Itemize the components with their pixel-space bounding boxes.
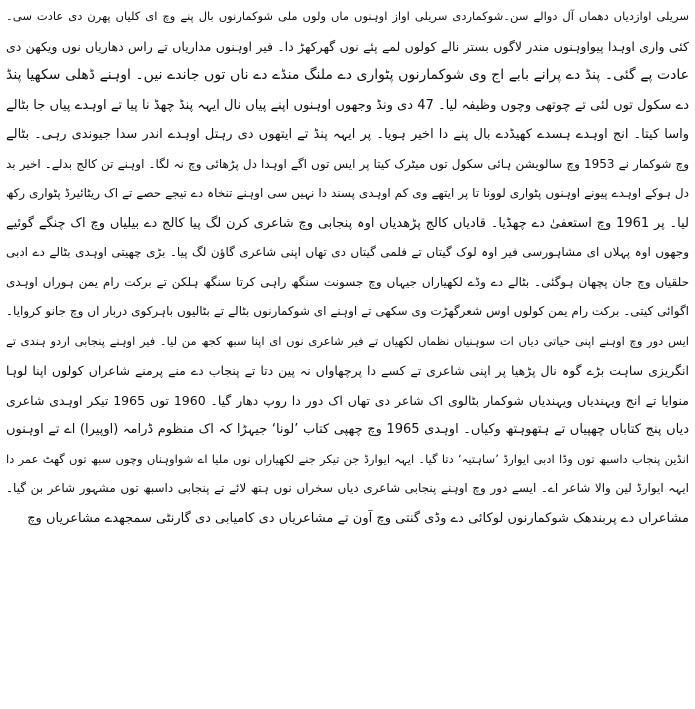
text-line: ایہہ ایوارڈ لین والا شاعر اے۔ ایسے دور وچ اوہنے پنجابی شاعری دیاں سخراں نوں ہتھ لائے تے پنجابی داسبھ توں مشہور شاعر بن گیا۔ xyxy=(6,481,689,495)
text-line: ایس دور وچ اوہنے اپنی حیاتی دیاں ات سوہنیاں نظماں لکھیاں تے فیر شاعری نوں ای اپنا سبھ کجھ من لیا۔ فیر اوہنے پنجابی اردو ہندی تے xyxy=(6,333,689,348)
text-line: سریلی اوازدیاں دھماں آل دوالے سن۔شوکماردی سریلی اواز اوہنوں ماں ولوں ملی شوکمارنوں بال پنے وچ ای کلیاں پھرن دی عادت سی۔ xyxy=(6,9,689,23)
text-line: کئی واری اوہدا پیواوہنوں مندر لاگوں بستر نالے کولوں لمے پئے نوں گھرکھڑ دا۔ فیر اوہنوں مداریاں تے راس دھاریاں نوں ویکھن دی xyxy=(6,38,689,54)
text-line: دے سکول توں لئی تے چوتھی وچوں وظیفہ لیا۔ 47 دی ونڈ وجھوں اوہنوں اپنے پیاں نال ایہہ پنڈ چھڈ نا پیا تے اوہدے پیاں جا بٹالے xyxy=(6,97,689,113)
text-line: وجھوں اوہ پہلاں ای مشاہورسی فیر اوہ لوک گیتاں تے فلمی گیتاں دی تھاں اپنی شاعری گاؤن لگ پیا۔ بڑی چھیتی اوہدی بٹالے دے ادبی xyxy=(6,245,689,259)
text-line: واسا کیتا۔ انج اوہدے ہسدے کھیڈدے بال پنے دا اخیر ہویا۔ پر ایہہ پنڈ تے ایتھوں دی رہتل اوہدے اندر سدا جیوندی رہی۔ بٹالے xyxy=(6,127,689,142)
text-line: دل ہوکے اوہدے پیونے اوہنوں پٹواری لوونا تا پر ایتھے وی کم اوہدی پسند دا نہیں سی اوہنے تنخاہ دے تیجے حصے تے اک ریٹائیرڈ پٹواری رکھ xyxy=(6,186,689,200)
text-line: منوایا تے انج ویہندیاں ویہندیاں شوکمار بٹالوی اک شاعر دی تھاں اک دور دا روپ دھار گیا۔ 1960 توں 1965 تیکر اوہدی شاعری xyxy=(6,392,689,408)
text-line: انڈین پنجاب داسبھ توں وڈا ادبی ایوارڈ ’ساہتیہ‘ دتا گیا۔ ایہہ ایوارڈ جن تیکر جنے لکھیاراں نوں ملیا اے شواوہناں وچوں سبھ توں گھٹ عمر دا xyxy=(6,451,689,466)
text-line: حلقیاں وچ جان پچھان ہوگئی۔ بٹالے دے وڈے لکھیاراں جیہاں وچ جسونت سنگھ راہی کرتا سنگھ ہلکن تے برکت رام یمن ہوراں اوہدی xyxy=(6,274,689,289)
text-line: مشاعراں دے پربندھک شوکمارنوں لوکائی دے وڈی گنتی وچ آون تے مشاعریاں دی کامیابی دی گارنٹی سمجھدے مشاعریاں وچ xyxy=(27,510,689,526)
text-line: اگوائی کیتی۔ برکت رام یمن کولوں اوس شعرگھڑت وی سکھی تے اوہنے ای شوکمارنوں بٹالے تے بٹالیوں باہرکوی دربار اں وچ جانو کروایا۔ xyxy=(6,304,689,318)
text-line: وچ شوکمار نے 1953 وچ سالویشن ہائی سکول توں میٹرک کیتا پر ایس توں اگے اوہدا دل پڑھائی وچ نہ لگا۔ اوہنے تن کالج بدلے۔ اخیر بد xyxy=(6,156,689,171)
text-line: انگریزی ساہت بڑے گوہ نال پڑھیا پر اپنی شاعری تے کسے دا پرچھاواں نہ پین دتا تے پنجاب دے منے پرمنے شاعراں کولوں اپنا لوہا xyxy=(6,363,689,378)
article-body xyxy=(6,2,689,533)
text-line: لیا۔ پر 1961 وچ استعفیٰ دے چھڈیا۔ قادیاں کالج پڑھدیاں اوہ پنجابی وچ شاعری کرن لگ پیا کالج دے بیلیاں وچ اک چنگے گوئیے xyxy=(6,215,689,231)
text-line: دیاں پنج کتاباں چھپیاں تے ہتھوہتھ وکیاں۔ اوہدی 1965 وچ چھپی کتاب ’لونا‘ جیہڑا کہ اک منظوم ڈرامہ (اوپیرا) اے تے اوہنوں xyxy=(6,422,689,437)
text-line: عادت پے گئی۔ پنڈ دے پرانے بابے اج وی شوکمارنوں پٹواری دے ملنگ منڈے دے ناں توں جاندے نیں۔ اوہنے ڈھلی سکھیا پنڈ xyxy=(6,67,689,83)
